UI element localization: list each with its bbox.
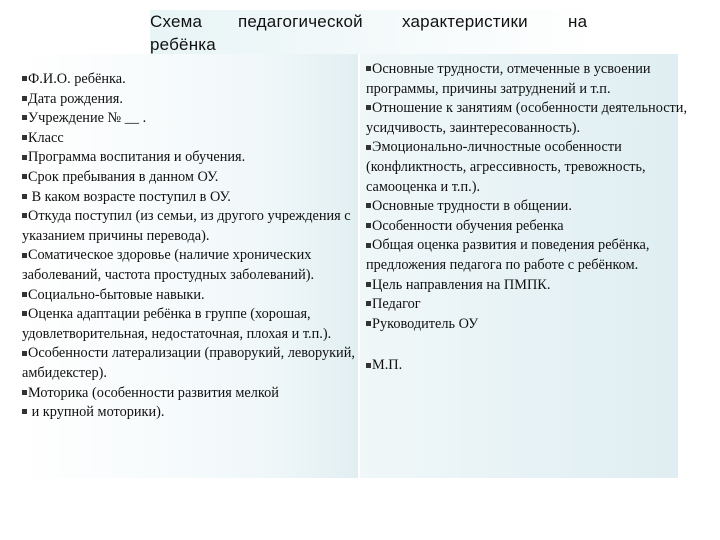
- bullet-icon: [366, 282, 371, 287]
- list-item: Дата рождения.: [22, 90, 362, 110]
- list-item: Особенности обучения ребенка: [366, 217, 696, 237]
- bullet-icon: [22, 96, 27, 101]
- list-item: Особенности латерализации (праворукий, леворукий, амбидекстер).: [22, 345, 355, 381]
- bullet-icon: [366, 301, 371, 306]
- left-list: [22, 70, 362, 423]
- bullet-icon: [366, 203, 371, 208]
- list-item: Педагог: [366, 295, 696, 315]
- list-item: Основные трудности, отмеченные в усвоении программы, причины затруднений и т.п.: [366, 61, 651, 97]
- bullet-icon: [22, 351, 27, 356]
- right-list: [366, 60, 696, 376]
- bullet-icon: [22, 253, 27, 258]
- list-item: Ф.И.О. ребёнка.: [22, 70, 362, 90]
- list-item: Срок пребывания в данном ОУ.: [22, 168, 362, 188]
- list-item: и крупной моторики).: [22, 403, 362, 423]
- title-word-3: характеристики: [402, 12, 528, 31]
- bullet-icon: [22, 115, 27, 120]
- list-item: Эмоционально-личностные особенности (конфликтность, агрессивность, тревожность, самооценка и т.п.).: [366, 139, 646, 195]
- list-item: В каком возрасте поступил в ОУ.: [22, 188, 362, 208]
- list-item: Руководитель ОУ: [366, 315, 696, 335]
- title-word-4: на: [568, 12, 588, 31]
- stamp-label: М.П.: [366, 356, 696, 376]
- title-word-1: Схема: [150, 12, 203, 31]
- bullet-icon: [22, 174, 27, 179]
- bullet-icon: [366, 321, 371, 326]
- bullet-icon: [22, 390, 27, 395]
- list-item: Социально-бытовые навыки.: [22, 286, 362, 306]
- bullet-icon: [366, 145, 371, 150]
- title-word-2: педагогической: [238, 12, 363, 31]
- bullet-icon: [22, 194, 27, 199]
- title-word-5: ребёнка: [150, 35, 216, 54]
- list-item: Учреждение № __ .: [22, 109, 362, 129]
- bullet-icon: [366, 105, 371, 110]
- list-item: Откуда поступил (из семьи, из другого учреждения с указанием причины перевода).: [22, 208, 351, 244]
- bullet-icon: [22, 155, 27, 160]
- list-item: Моторика (особенности развития мелкой: [22, 384, 362, 404]
- bullet-icon: [366, 223, 371, 228]
- spacer: [366, 334, 696, 356]
- bullet-icon: [22, 135, 27, 140]
- bullet-icon: [22, 213, 27, 218]
- list-item: Оценка адаптации ребёнка в группе (хорошая, удовлетворительная, недостаточная, плохая и т.п.).: [22, 306, 332, 342]
- bullet-icon: [22, 292, 27, 297]
- bullet-icon: [22, 311, 27, 316]
- list-item: Общая оценка развития и поведения ребёнка, предложения педагога по работе с ребёнком.: [366, 237, 650, 273]
- bullet-icon: [22, 409, 27, 414]
- list-item: Основные трудности в общении.: [366, 197, 696, 217]
- bullet-icon: [366, 363, 371, 368]
- list-item: Отношение к занятиям (особенности деятельности, усидчивость, заинтересованность).: [366, 100, 688, 136]
- slide-title: [150, 10, 600, 54]
- bullet-icon: [366, 243, 371, 248]
- list-item: Класс: [22, 129, 362, 149]
- bullet-icon: [22, 76, 27, 81]
- list-item: Программа воспитания и обучения.: [22, 148, 362, 168]
- bullet-icon: [366, 66, 371, 71]
- list-item: Цель направления на ПМПК.: [366, 276, 696, 296]
- list-item: Соматическое здоровье (наличие хронических заболеваний, частота простудных заболеваний).: [22, 247, 315, 283]
